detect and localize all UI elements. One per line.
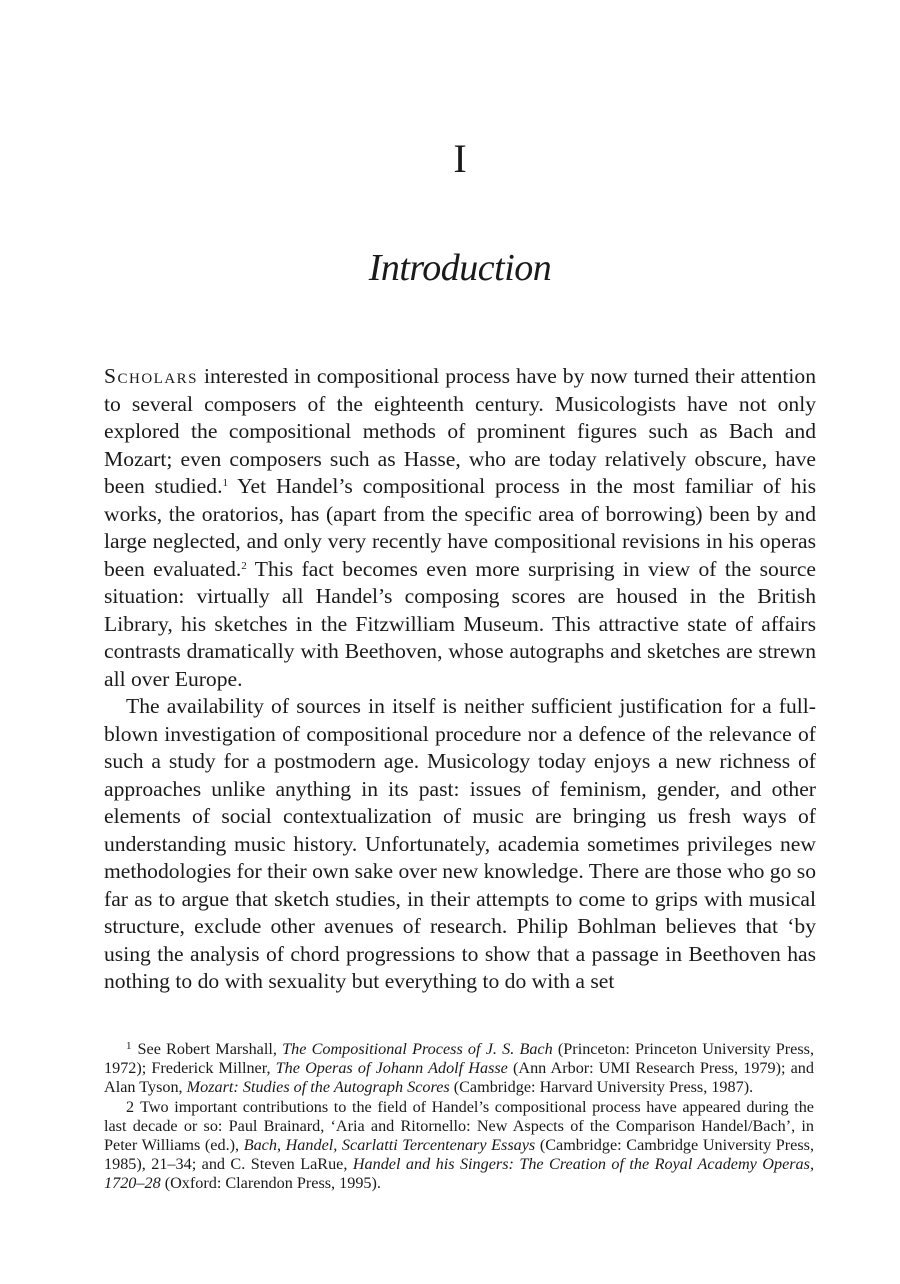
footnote-1-mark: 1 bbox=[126, 1040, 132, 1052]
footnote-2-text: (Oxford: Clarendon Press, 1995). bbox=[160, 1174, 381, 1193]
paragraph-1 bbox=[104, 363, 816, 693]
footnote-1-text: (Ann Arbor: UMI Research Press, 1979); and Alan Tyson, bbox=[104, 1059, 814, 1097]
footnote-1-title: The Operas of Johann Adolf Hasse bbox=[275, 1059, 508, 1078]
footnote-ref-1[interactable]: 1 bbox=[222, 477, 228, 489]
small-caps-lead: Scholars bbox=[104, 364, 199, 388]
chapter-title: Introduction bbox=[368, 247, 552, 289]
footnote-1 bbox=[104, 1040, 814, 1098]
paragraph-1-text-a: interested in compositional process have by now turned their attention to several composers of the eighteenth century. Musicologists have not only explored the compositional methods of prominent figures such as Bach and Mozart; even composers such as Hasse, who are today relatively obscure, have been studied. bbox=[104, 364, 816, 498]
paragraph-1-text-c: This fact becomes even more surprising in view of the source situation: virtually all Handel’s composing scores are housed in the British Library, his sketches in the Fitzwilliam Museum. This attractive state of affairs contrasts dramatically with Beethoven, whose autographs and sketches are strewn all over Europe. bbox=[104, 556, 816, 691]
footnote-2-text: (Cambridge: Cambridge University Press, 1985), 21–34; and C. Steven LaRue, bbox=[104, 1136, 815, 1174]
paragraph-2: The availability of sources in itself is neither sufficient justification for a full-blown investigation of compositional procedure nor a defence of the relevance of such a study for a postmodern age. Musicology today enjoys a new richness of approaches unlike anything in its past: issues of feminism, gender, and other elements of social contextualization of music are bringing us fresh ways of understanding music history. Unfortunately, academia sometimes privileges new methodologies for their own sake over new knowledge. There are those who go so far as to argue that sketch studies, in their attempts to come to grips with musical structure, exclude other avenues of research. Philip Bohlman believes that ‘by using the analysis of chord progressions to show that a passage in Beethoven has nothing to do with sexuality but everything to do with a set bbox=[104, 694, 817, 993]
footnote-1-title: The Compositional Process of J. S. Bach bbox=[282, 1040, 553, 1058]
footnote-2 bbox=[104, 1098, 814, 1194]
footnotes bbox=[104, 1040, 814, 1194]
footnote-2-title: Bach, Handel, Scarlatti Tercentenary Essays bbox=[243, 1136, 536, 1155]
chapter-number: I bbox=[453, 136, 467, 181]
footnote-2-mark: 2 bbox=[126, 1097, 135, 1116]
footnote-2-text: Two important contributions to the field of Handel’s compositional process have appeared during the last decade or so: Paul Brainard, ‘Aria and Ritornello: New Aspects of the Comparison Handel/Bach’, in Peter Williams (ed.), bbox=[104, 1097, 814, 1155]
footnote-1-text: (Princeton: Princeton University Press, 1972); Frederick Millner, bbox=[104, 1040, 814, 1078]
footnote-2-title: Handel and his Singers: The Creation of the Royal Academy Operas, 1720–28 bbox=[104, 1155, 814, 1193]
paragraph-1-text-b: Yet Handel’s compositional process in the most familiar of his works, the oratorios, has (apart from the specific area of borrowing) been by and large neglected, and only very recently have compositional revisions in his operas been evaluated. bbox=[104, 474, 816, 581]
footnote-1-title: Mozart: Studies of the Autograph Scores bbox=[186, 1078, 450, 1097]
footnote-ref-2[interactable]: 2 bbox=[241, 559, 247, 572]
body-text bbox=[104, 363, 816, 996]
footnote-1-text: See Robert Marshall, bbox=[137, 1040, 283, 1058]
footnote-1-text: (Cambridge: Harvard University Press, 1987). bbox=[449, 1078, 754, 1097]
